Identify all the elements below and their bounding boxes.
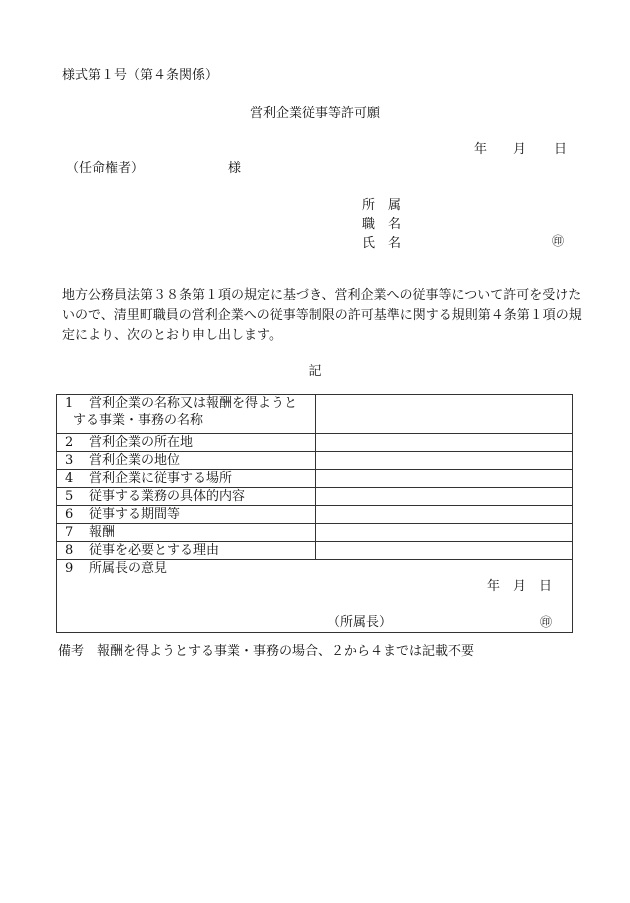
table-row [57, 524, 573, 542]
form-number: 様式第１号（第４条関係） [62, 68, 219, 83]
table-row [57, 395, 573, 434]
date-month-label: 月 [513, 142, 527, 157]
opinion-label: 所属長の意見 [89, 561, 168, 576]
chief-label: （所属長） [327, 615, 393, 630]
name-label: 氏 名 [362, 236, 402, 251]
item-value-cell[interactable] [316, 506, 573, 524]
item-value-cell[interactable] [316, 434, 573, 452]
item-number: 2 [65, 435, 74, 450]
item-label: 営利企業の名称又は報酬を得ようと [89, 396, 298, 411]
item-label-cell [57, 524, 316, 542]
table-row [57, 542, 573, 560]
item-value-cell[interactable] [316, 395, 573, 434]
item-label: 従事を必要とする理由 [89, 543, 220, 558]
affiliation-label: 所 属 [362, 198, 402, 213]
table-row-opinion [57, 560, 573, 633]
item-label-cell [57, 506, 316, 524]
item-value-cell[interactable] [316, 470, 573, 488]
item-label-cell [57, 395, 316, 434]
item-label-cell [57, 488, 316, 506]
table-row [57, 452, 573, 470]
item-label: 営利企業に従事する場所 [89, 471, 233, 486]
item-label-cell [57, 434, 316, 452]
item-label: 従事する業務の具体的内容 [89, 489, 246, 504]
items-table [56, 394, 573, 633]
item-label: 従事する期間等 [89, 507, 181, 522]
item-label: 報酬 [89, 525, 116, 540]
opinion-date: 年 月 日 [486, 579, 552, 594]
chief-opinion-cell[interactable] [57, 560, 573, 633]
item-label-cell [57, 470, 316, 488]
item-value-cell[interactable] [316, 452, 573, 470]
recipient-label: （任命権者） [66, 161, 145, 176]
honorific-label: 様 [228, 161, 242, 176]
item-label-continued: する事業・事務の名称 [73, 413, 204, 428]
item-label: 営利企業の所在地 [89, 435, 194, 450]
item-value-cell[interactable] [316, 488, 573, 506]
item-number: 7 [65, 525, 74, 540]
date-year-label: 年 [474, 142, 488, 157]
table-row [57, 488, 573, 506]
item-label-cell [57, 452, 316, 470]
remarks-note: 備考 報酬を得ようとする事業・事務の場合、２から４までは記載不要 [58, 644, 475, 659]
document-title: 営利企業従事等許可願 [249, 106, 380, 121]
date-day-label: 日 [554, 142, 568, 157]
item-number: 1 [65, 396, 74, 411]
chief-seal-mark: ㊞ [539, 615, 552, 629]
item-label: 営利企業の地位 [89, 453, 181, 468]
table-row [57, 470, 573, 488]
submission-date [474, 138, 567, 157]
table-row [57, 506, 573, 524]
item-value-cell[interactable] [316, 524, 573, 542]
seal-mark: ㊞ [552, 234, 565, 248]
item-number: 8 [65, 543, 74, 558]
item-value-cell[interactable] [316, 542, 573, 560]
item-number: 9 [65, 561, 74, 576]
table-row [57, 434, 573, 452]
position-label: 職 名 [362, 217, 402, 232]
request-statement: 地方公務員法第３８条第１項の規定に基づき、営利企業への従事等について許可を受けたいので、清里町職員の営利企業への従事等制限の許可基準に関する規則第４条第１項の規定により、次のとおり申し出します。 [62, 288, 582, 343]
item-number: 6 [65, 507, 74, 522]
item-label-cell [57, 542, 316, 560]
item-number: 3 [65, 453, 74, 468]
item-number: 4 [65, 471, 74, 486]
ki-heading: 記 [308, 364, 322, 379]
item-number: 5 [65, 489, 74, 504]
